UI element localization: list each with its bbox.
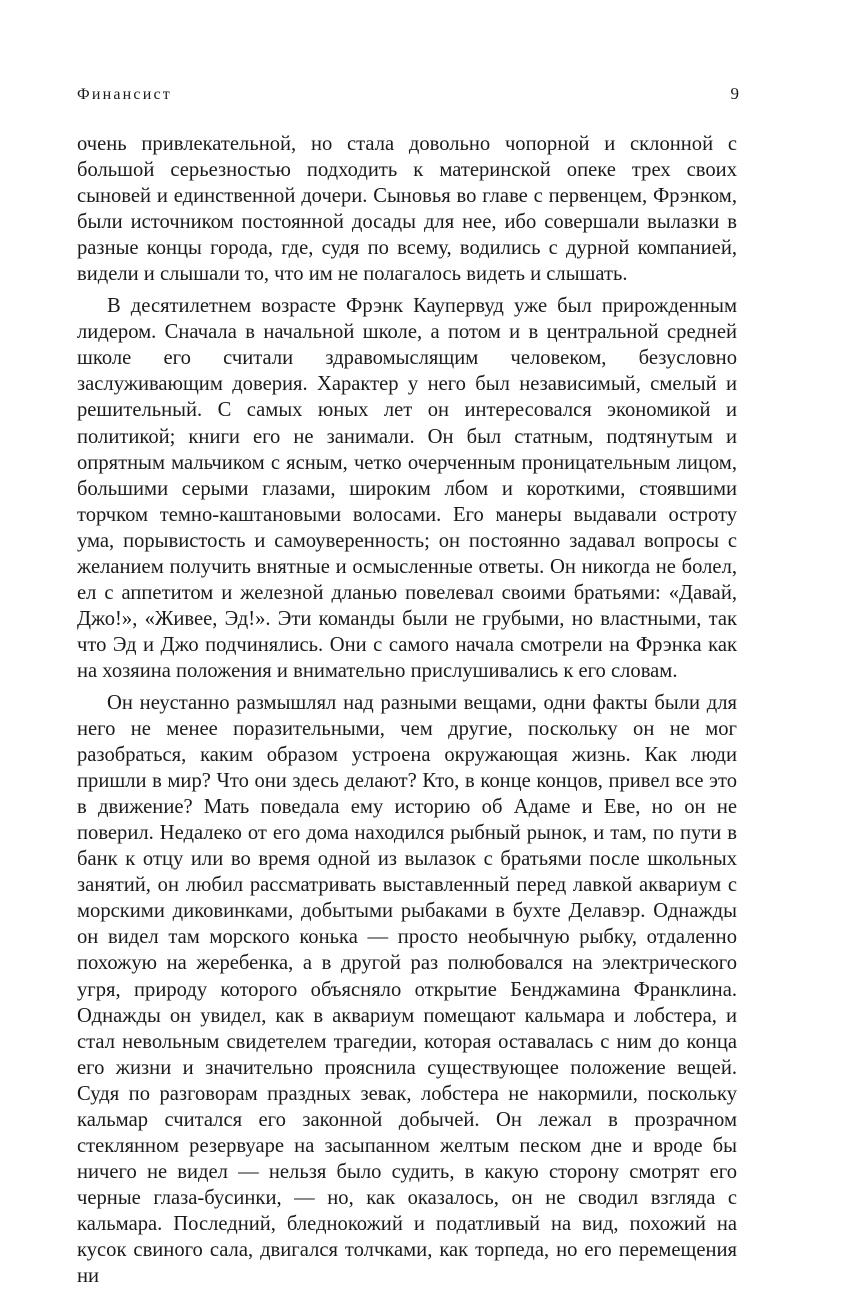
page-number: 9 [730,84,739,103]
running-head [77,84,737,114]
paragraph: В десятилетнем возрасте Фрэнк Каупервуд уже был прирожденным лидером. Сначала в начальной школе, а потом и в центральной средней школе его считали здравомыслящим человеком, безусловно заслуживающим доверия. Характер у него был независимый, смелый и решительный. С самых юных лет он интересовался экономикой и политикой; книги его не занимали. Он был статным, подтянутым и опрятным мальчиком с ясным, четко очерченным проницательным лицом, большими серыми глазами, широким лбом и короткими, стоявшими торчком темно-каштановыми волосами. Его манеры выдавали остроту ума, порывистость и самоуверенность; он постоянно задавал вопросы с желанием получить внятные и осмысленные ответы. Он никогда не болел, ел с аппетитом и железной дланью повелевал своими братьями: «Давай, Джо!», «Живее, Эд!». Эти команды были не грубыми, но властными, так что Эд и Джо подчинялись. Они с самого начала смотрели на Фрэнка как на хозяина положения и внимательно прислушивались к его словам. [77,295,737,682]
book-page [77,84,737,1289]
paragraph: очень привлекательной, но стала довольно чопорной и склонной с большой серьезностью подходить к материнской опеке трех своих сыновей и единственной дочери. Сыновья во главе с первенцем, Фрэнком, были источником постоянной досады для нее, ибо совершали вылазки в разные концы города, где, судя по всему, водились с дурной компанией, видели и слышали то, что им не полагалось видеть и слышать. [77,133,737,286]
running-title: Финансист [77,86,172,103]
paragraph: Он неустанно размышлял над разными вещами, одни факты были для него не менее поразительными, чем другие, поскольку он не мог разобраться, каким образом устроена окружающая жизнь. Как люди пришли в мир? Что они здесь делают? Кто, в конце концов, привел все это в движение? Мать поведала ему историю об Адаме и Еве, но он не поверил. Недалеко от его дома находился рыбный рынок, и там, по пути в банк к отцу или во время одной из вылазок с братьями после школьных занятий, он любил рассматривать выставленный перед лавкой аквариум с морскими диковинками, добытыми рыбаками в бухте Делавэр. Однажды он видел там морского конька — просто необычную рыбку, отдаленно похожую на жеребенка, а в другой раз полюбовался на электрического угря, природу которого объясняло открытие Бенджамина Франклина. Однажды он увидел, как в аквариум помещают кальмара и лобстера, и стал невольным свидетелем трагедии, которая оставалась с ним до конца его жизни и значительно прояснила существующее положение вещей. Судя по разговорам праздных зевак, лобстера не накормили, поскольку кальмар считался его законной добычей. Он лежал в прозрачном стеклянном резервуаре на засыпанном желтым песком дне и вроде бы ничего не видел — нельзя было судить, в какую сторону смотрят его черные глаза-бусинки, — но, как оказалось, он не сводил взгляда с кальмара. Последний, бледнокожий и податливый на вид, похожий на кусок свиного сала, двигался толчками, как торпеда, но его перемещения ни [77,691,737,1288]
body-text [77,131,737,1289]
